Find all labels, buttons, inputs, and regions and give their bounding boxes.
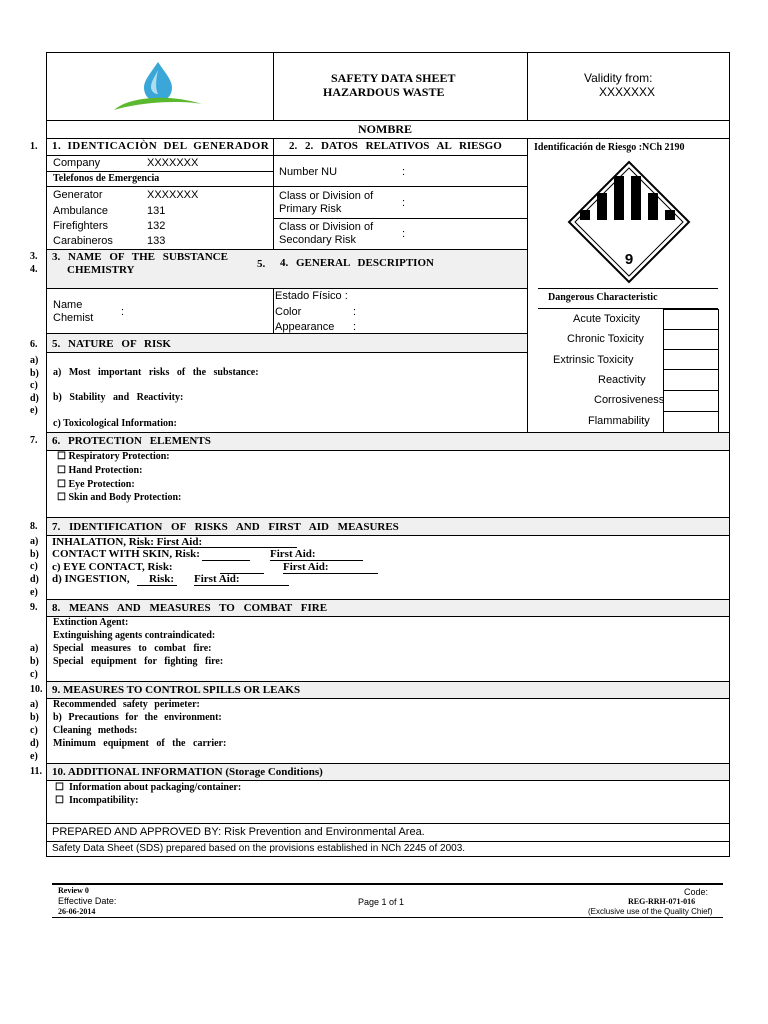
secondary-risk-line2: Secondary Risk [279,234,357,246]
row-letter: c) [30,725,38,736]
inhalation-line: INHALATION, Risk: First Aid: [52,536,203,548]
row-letter: d) [30,738,39,749]
danger-checkbox[interactable] [663,411,719,433]
danger-item: Corrosiveness [594,394,665,406]
company-logo [110,58,206,116]
danger-checkbox[interactable] [663,349,719,370]
danger-checkbox[interactable] [663,329,719,350]
row-number: 4. [30,264,38,275]
phone-value: 133 [147,235,166,247]
primary-risk-line1: Class or Division of [279,190,374,202]
section3-title-line2: CHEMISTRY [67,264,135,276]
section6-title: 6. PROTECTION ELEMENTS [52,435,211,447]
additional-item: ☐ Incompatibility: [55,795,139,806]
ingestion-risk: Risk: [149,573,175,585]
nombre-title: NOMBRE [358,122,412,136]
footer-page: Page 1 of 1 [358,897,405,907]
logo-drop [144,62,172,102]
protection-item: ☐ Hand Protection: [57,465,143,476]
danger-checkbox[interactable] [663,309,719,330]
section4-prefix: 5. [257,258,266,270]
hazard-class-number: 9 [624,251,634,268]
phone-value: 132 [147,220,166,232]
checkbox-icon: ☐ [55,782,64,793]
spill-line: Cleaning methods: [53,725,138,736]
spill-line: Minimum equipment of the carrier: [53,738,227,749]
fire-line: Special measures to combat fire: [53,643,212,654]
row-number: 6. [30,339,38,350]
row-number: 10. [30,684,43,695]
row-letter: e) [30,751,38,762]
checkbox-icon: ☐ [57,479,66,490]
chemist-label: Chemist [53,312,94,324]
phone-label: Carabineros [53,235,113,247]
section7-title: 7. IDENTIFICATION OF RISKS AND FIRST AID MEASURES [52,521,399,533]
row-letter: e) [30,405,38,416]
danger-checkbox[interactable] [663,390,719,412]
footer-review: Review 0 [58,886,89,895]
row-number: 11. [30,766,42,777]
section3-title-line1: 3. NAME OF THE SUBSTANCE [52,251,228,263]
danger-item: Flammability [588,415,650,427]
fire-line: Extinction Agent: [53,617,129,628]
row-number: 3. [30,251,38,262]
section2-title: 2. 2. DATOS RELATIVOS AL RIESGO [289,140,502,152]
section9-title: 9. MEASURES TO CONTROL SPILLS OR LEAKS [52,684,301,696]
risk-id-title: Identificación de Riesgo :NCh 2190 [534,142,685,153]
footer-effective-label: Effective Date: [58,896,117,906]
section4-title: 4. GENERAL DESCRIPTION [280,257,434,269]
danger-item: Acute Toxicity [573,313,641,325]
name-label: Name [53,299,83,311]
row-letter: b) [30,656,39,667]
section1-title: 1. IDENTICACIÒN DEL GENERADOR [52,140,270,152]
validity-value: XXXXXXX [599,85,656,99]
row-letter: d) [30,393,39,404]
checkbox-icon: ☐ [57,492,66,503]
section5-b: b) Stability and Reactivity: [53,392,184,403]
row-number: 8. [30,521,38,532]
colon: : [402,197,406,209]
phone-value: 131 [147,205,166,217]
hazard-class9-diamond-icon [567,160,691,284]
ingestion-first-aid: First Aid: [194,573,240,585]
danger-item: Reactivity [598,374,646,386]
row-letter: b) [30,712,39,723]
colon: : [402,166,406,178]
secondary-risk-line1: Class or Division of [279,221,374,233]
phone-value: XXXXXXX [147,189,199,201]
phones-title: Telefonos de Emergencia [53,173,160,184]
protection-item: ☐ Skin and Body Protection: [57,492,182,503]
ingestion-line: d) INGESTION, [52,573,130,585]
number-nu-label: Number NU [279,166,338,178]
footer-effective-date: 26-06-2014 [58,907,96,916]
row-letter: a) [30,536,39,547]
checkbox-icon: ☐ [55,795,64,806]
row-letter: c) [30,561,38,572]
row-letter: b) [30,549,39,560]
checkbox-icon: ☐ [57,451,66,462]
row-letter: c) [30,669,38,680]
sds-note: Safety Data Sheet (SDS) prepared based on the provisions established in NCh 2245 of 2003. [52,843,466,854]
company-value: XXXXXXX [147,157,199,169]
phone-label: Ambulance [53,205,109,217]
fire-line: Extinguishing agents contraindicated: [53,630,216,641]
protection-item: ☐ Respiratory Protection: [57,451,170,462]
eye-contact-line: c) EYE CONTACT, Risk: [52,561,173,573]
row-letter: a) [30,643,39,654]
skin-contact-line: CONTACT WITH SKIN, Risk: [52,548,200,560]
primary-risk-line2: Primary Risk [279,203,342,215]
logo-leaf [114,98,202,110]
skin-first-aid: First Aid: [270,548,316,560]
spill-line: Recommended safety perimeter: [53,699,200,710]
company-label: Company [53,157,101,169]
title-line1: SAFETY DATA SHEET [331,71,456,85]
estado-label: Estado Físico : [275,290,348,302]
row-number: 7. [30,435,38,446]
eye-first-aid: First Aid: [283,561,329,573]
section5-a: a) Most important risks of the substance: [53,367,259,378]
colon: : [121,306,125,318]
checkbox-icon: ☐ [57,465,66,476]
additional-item: ☐ Information about packaging/container: [55,782,242,793]
footer-code-value: REG-RRH-071-016 [628,897,696,906]
colon: : [353,306,357,318]
color-label: Color [275,306,302,318]
title-line2: HAZARDOUS WASTE [323,85,445,99]
colon: : [353,321,357,333]
section5-title: 5. NATURE OF RISK [52,338,171,350]
appearance-label: Appearance [275,321,335,333]
danger-checkbox[interactable] [663,369,719,391]
row-letter: c) [30,380,38,391]
prepared-by: PREPARED AND APPROVED BY: Risk Prevention and Environmental Area. [52,826,425,838]
danger-item: Extrinsic Toxicity [553,354,634,366]
row-letter: a) [30,699,39,710]
row-letter: e) [30,587,38,598]
fire-line: Special equipment for fighting fire: [53,656,224,667]
row-letter: b) [30,368,39,379]
row-number: 9. [30,602,38,613]
section8-title: 8. MEANS AND MEASURES TO COMBAT FIRE [52,602,328,614]
validity-label: Validity from: [584,71,653,85]
row-letter: d) [30,574,39,585]
spill-line: b) Precautions for the environment: [53,712,222,723]
section10-title: 10. ADDITIONAL INFORMATION (Storage Conditions) [52,766,323,778]
row-letter: a) [30,355,39,366]
colon: : [402,228,406,240]
footer-code-label: Code: [684,887,709,897]
danger-item: Chronic Toxicity [567,333,644,345]
dangerous-title: Dangerous Characteristic [548,292,658,303]
protection-item: ☐ Eye Protection: [57,479,135,490]
footer-code-note: (Exclusive use of the Quality Chief) [588,907,713,916]
section5-c: c) Toxicological Information: [53,418,177,429]
phone-label: Generator [53,189,103,201]
phone-label: Firefighters [53,220,109,232]
row-number: 1. [30,141,38,152]
